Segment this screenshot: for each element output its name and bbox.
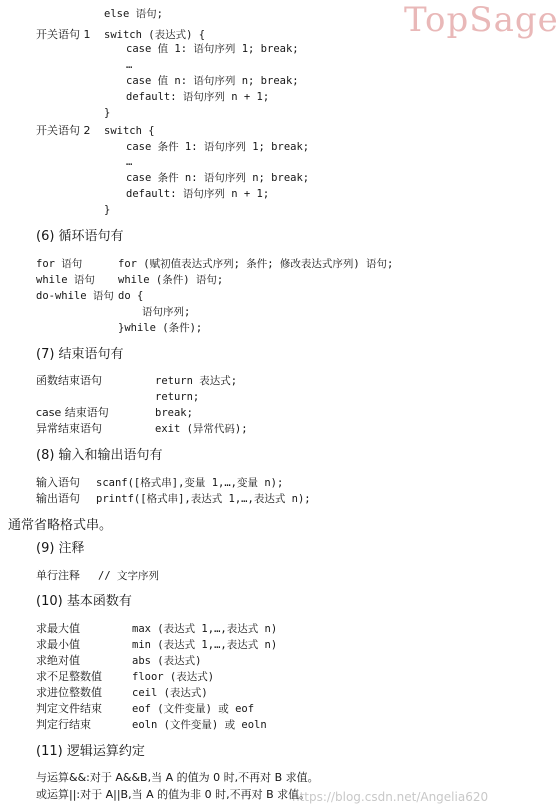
section-heading: (9) 注释 bbox=[36, 541, 85, 556]
section-heading: (7) 结束语句有 bbox=[36, 347, 124, 362]
for-code: for (赋初值表达式序列; 条件; 修改表达式序列) 语句; bbox=[118, 258, 394, 270]
switch2-label: 开关语句 2 bbox=[36, 124, 91, 137]
func-label: 求不足整数值 bbox=[36, 670, 102, 683]
do-code: do { bbox=[118, 290, 144, 302]
switch1-casen: case 值 n: 语句序列 n; break; bbox=[126, 75, 299, 87]
case-end-label: case 结束语句 bbox=[36, 406, 109, 419]
else-line: else 语句; bbox=[104, 8, 163, 20]
switch2-casen: case 条件 n: 语句序列 n; break; bbox=[126, 172, 310, 184]
format-note: 通常省略格式串。 bbox=[8, 518, 113, 533]
input-code: scanf([格式串],变量 1,…,变量 n); bbox=[96, 477, 284, 489]
exception-end-label: 异常结束语句 bbox=[36, 422, 102, 435]
output-label: 输出语句 bbox=[36, 492, 80, 505]
func-code: min (表达式 1,…,表达式 n) bbox=[132, 639, 278, 651]
output-code: printf([格式串],表达式 1,…,表达式 n); bbox=[96, 493, 311, 505]
func-label: 求进位整数值 bbox=[36, 686, 102, 699]
func-label: 求最小值 bbox=[36, 638, 80, 651]
func-code: max (表达式 1,…,表达式 n) bbox=[132, 623, 278, 635]
section-heading: (10) 基本函数有 bbox=[36, 594, 132, 609]
switch2-ellipsis: … bbox=[126, 156, 133, 168]
while-code: while (条件) 语句; bbox=[118, 274, 224, 286]
func-end-code1: return 表达式; bbox=[155, 375, 238, 387]
comment-code: // 文字序列 bbox=[98, 570, 159, 582]
func-end-code2: return; bbox=[155, 391, 200, 403]
while-label: while 语句 bbox=[36, 274, 95, 286]
func-label: 判定文件结束 bbox=[36, 702, 102, 715]
for-label: for 语句 bbox=[36, 258, 83, 270]
switch2-close: } bbox=[104, 204, 111, 216]
do-body: 语句序列; bbox=[142, 306, 191, 318]
switch2-default: default: 语句序列 n + 1; bbox=[126, 188, 270, 200]
func-code: eof (文件变量) 或 eof bbox=[132, 703, 255, 715]
func-end-label: 函数结束语句 bbox=[36, 374, 102, 387]
switch1-header: switch (表达式) { bbox=[104, 29, 206, 41]
section-heading: (11) 逻辑运算约定 bbox=[36, 744, 145, 759]
and-rule: 与运算&&:对于 A&&B,当 A 的值为 0 时,不再对 B 求值。 bbox=[36, 771, 319, 784]
case-end-code: break; bbox=[155, 407, 193, 419]
section-heading: (8) 输入和输出语句有 bbox=[36, 448, 163, 463]
func-code: ceil (表达式) bbox=[132, 687, 208, 699]
switch2-case1: case 条件 1: 语句序列 1; break; bbox=[126, 141, 310, 153]
switch1-close: } bbox=[104, 107, 111, 119]
section-heading: (6) 循环语句有 bbox=[36, 229, 124, 244]
switch1-ellipsis: … bbox=[126, 59, 133, 71]
comment-label: 单行注释 bbox=[36, 569, 80, 582]
switch2-header: switch { bbox=[104, 125, 155, 137]
topsage-logo: TopSage bbox=[404, 0, 559, 40]
func-code: abs (表达式) bbox=[132, 655, 202, 667]
switch1-default: default: 语句序列 n + 1; bbox=[126, 91, 270, 103]
func-label: 判定行结束 bbox=[36, 718, 91, 731]
or-rule: 或运算||:对于 A||B,当 A 的值为非 0 时,不再对 B 求值。 bbox=[36, 788, 311, 801]
do-end: }while (条件); bbox=[118, 322, 203, 334]
input-label: 输入语句 bbox=[36, 476, 80, 489]
csdn-watermark: https://blog.csdn.net/Angelia620 bbox=[292, 790, 489, 804]
dowhile-label: do-while 语句 bbox=[36, 290, 114, 302]
func-code: floor (表达式) bbox=[132, 671, 215, 683]
switch1-case1: case 值 1: 语句序列 1; break; bbox=[126, 43, 299, 55]
func-code: eoln (文件变量) 或 eoln bbox=[132, 719, 267, 731]
exception-end-code: exit (异常代码); bbox=[155, 423, 248, 435]
func-label: 求最大值 bbox=[36, 622, 80, 635]
func-label: 求绝对值 bbox=[36, 654, 80, 667]
switch1-label: 开关语句 1 bbox=[36, 28, 91, 41]
